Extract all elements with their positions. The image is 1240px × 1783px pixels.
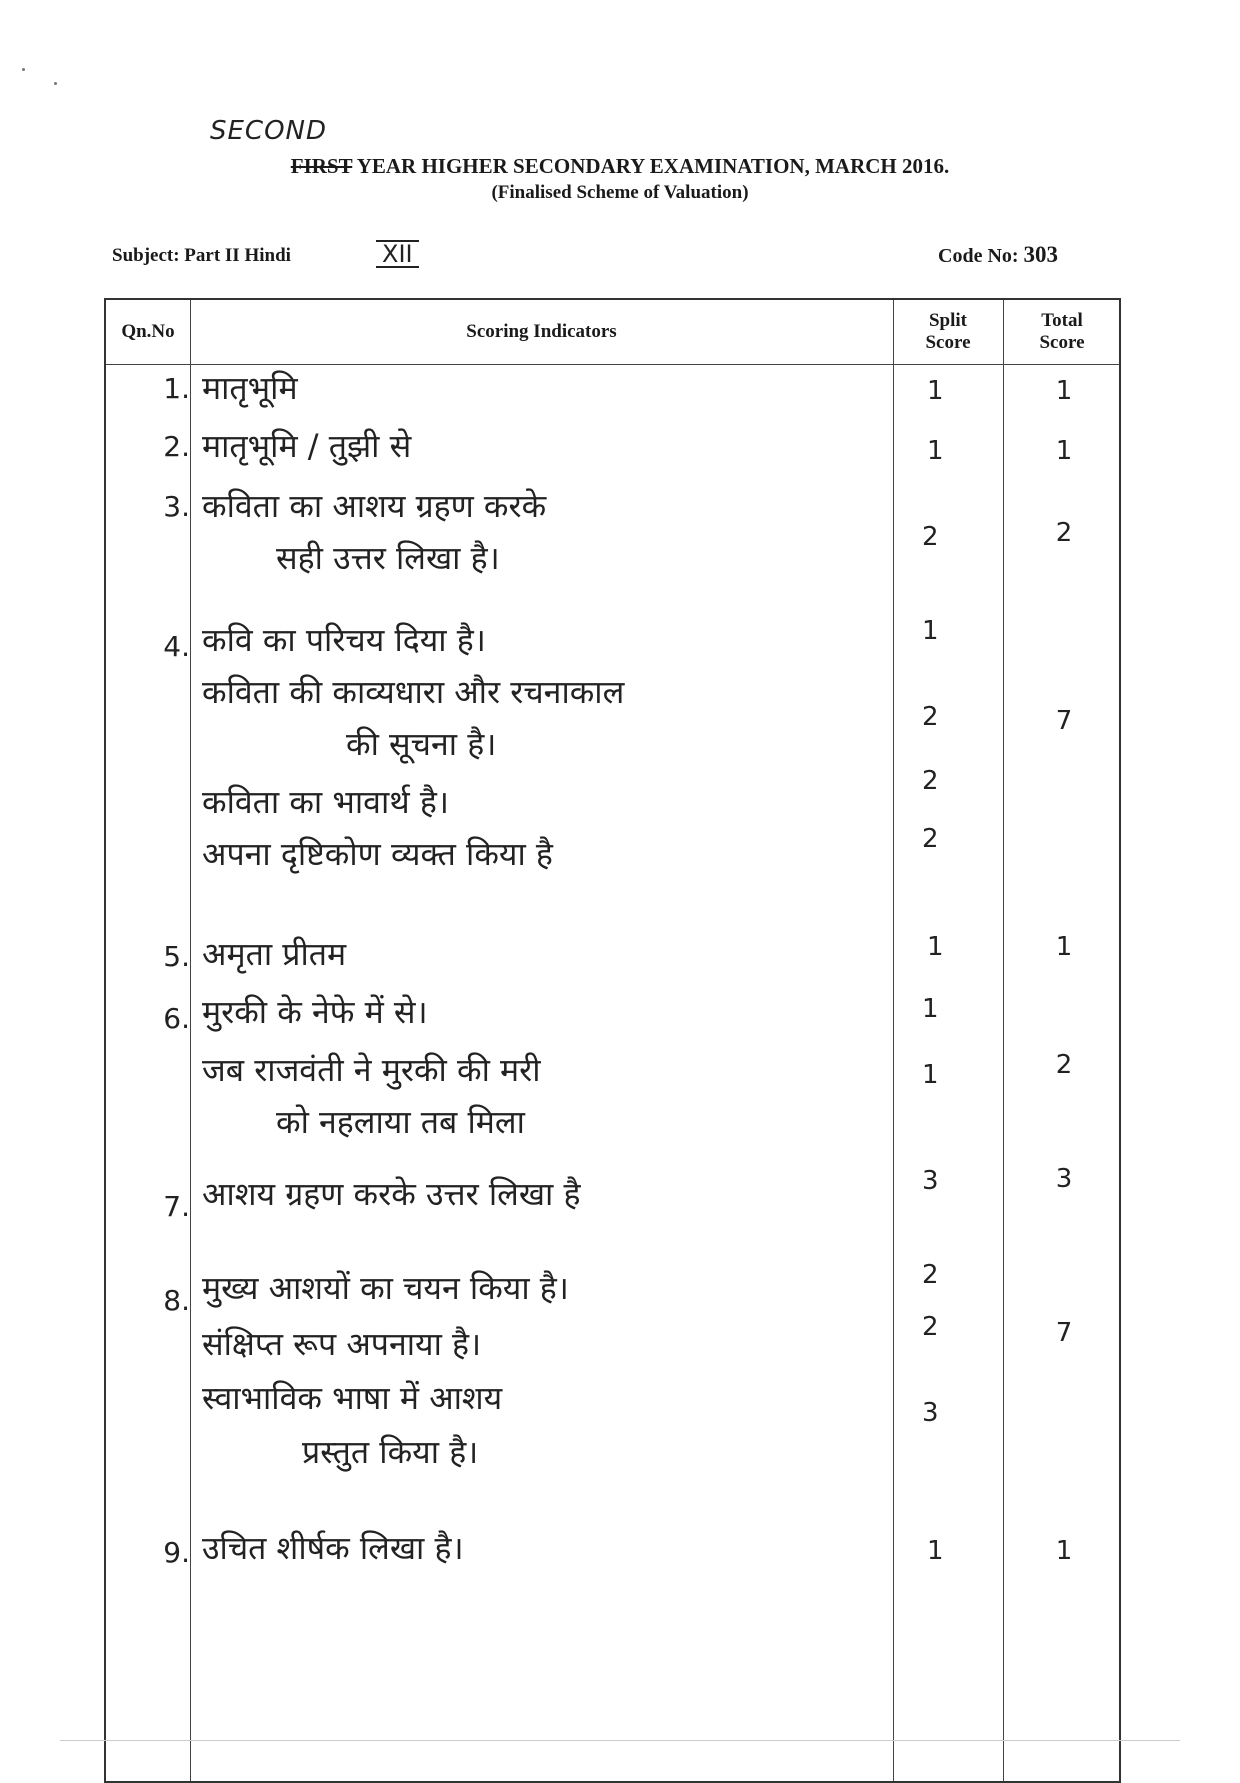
page-bottom-rule (60, 1740, 1180, 1741)
indicator-line: जब राजवंती ने मुरकी की मरी (202, 1051, 541, 1089)
scoring-table (104, 298, 1121, 1783)
question-number: 7. (163, 1190, 190, 1223)
indicator-line: मातृभूमि / तुझी से (202, 427, 412, 465)
scan-speck (54, 82, 57, 85)
code-number (938, 242, 1058, 268)
header-split-score: Split Score (925, 310, 971, 353)
split-score: 1 (922, 616, 939, 646)
indicator-line: अपना दृष्टिकोण व्यक्त किया है (202, 835, 553, 873)
indicator-line: अमृता प्रीतम (202, 935, 347, 973)
split-score: 2 (922, 1260, 939, 1290)
split-score: 1 (922, 1060, 939, 1090)
code-label: Code No: (938, 245, 1024, 267)
header-total-score: Total Score (1039, 310, 1085, 353)
question-number: 1. (163, 372, 190, 405)
total-score: 2 (1055, 1050, 1073, 1080)
scan-speck (22, 68, 25, 71)
column-divider (893, 300, 894, 1781)
indicator-line: कविता का आशय ग्रहण करके (202, 487, 547, 525)
split-score: 2 (922, 1312, 939, 1342)
split-score: 1 (922, 994, 939, 1024)
indicator-line: कविता का भावार्थ है। (202, 783, 449, 821)
exam-title (0, 154, 1240, 179)
total-score: 1 (1055, 436, 1073, 466)
total-score: 1 (1055, 376, 1073, 406)
split-score: 3 (922, 1166, 939, 1196)
indicator-line: प्रस्तुत किया है। (302, 1433, 479, 1471)
exam-title-text: YEAR HIGHER SECONDARY EXAMINATION, MARCH 2016. (352, 154, 950, 178)
question-number: 3. (163, 490, 190, 523)
total-score: 1 (1055, 1536, 1073, 1566)
subject-class-note: XII (376, 240, 419, 268)
split-score: 2 (922, 824, 939, 854)
struck-word-first: FIRST (290, 154, 353, 178)
split-score: 1 (927, 1536, 944, 1566)
indicator-line: उचित शीर्षक लिखा है। (202, 1529, 464, 1567)
question-number: 5. (163, 940, 190, 973)
column-divider (190, 300, 191, 1781)
indicator-line: सही उत्तर लिखा है। (276, 539, 500, 577)
header-scoring-indicators: Scoring Indicators (466, 321, 617, 342)
header-qno: Qn.No (121, 321, 175, 342)
indicator-line: मुख्य आशयों का चयन किया है। (202, 1269, 569, 1307)
indicator-line: कवि का परिचय दिया है। (202, 621, 486, 659)
exam-subtitle: (Finalised Scheme of Valuation) (491, 182, 749, 203)
question-number: 4. (163, 630, 190, 663)
indicator-line: संक्षिप्त रूप अपनाया है। (202, 1325, 482, 1363)
indicator-line: कविता की काव्यधारा और रचनाकाल (202, 673, 625, 711)
indicator-line: आशय ग्रहण करके उत्तर लिखा है (202, 1175, 581, 1213)
question-number: 2. (163, 430, 190, 463)
table-header-row (106, 300, 1119, 365)
question-number: 9. (163, 1536, 190, 1569)
split-score: 3 (922, 1398, 939, 1428)
indicator-line: मातृभूमि (202, 369, 298, 407)
split-score: 2 (922, 702, 939, 732)
total-score: 7 (1055, 1318, 1073, 1348)
indicator-line: की सूचना है। (346, 725, 497, 763)
total-score: 1 (1055, 932, 1073, 962)
code-value: 303 (1023, 242, 1059, 267)
indicator-line: मुरकी के नेफे में से। (202, 993, 428, 1031)
added-word-second: SECOND (210, 116, 328, 146)
split-score: 2 (922, 522, 939, 552)
indicator-line: स्वाभाविक भाषा में आशय (202, 1379, 503, 1417)
total-score: 2 (1055, 518, 1073, 548)
question-number: 8. (163, 1284, 190, 1317)
split-score: 2 (922, 766, 939, 796)
total-score: 3 (1055, 1164, 1073, 1194)
subject-label: Subject: Part II Hindi (112, 245, 291, 266)
split-score: 1 (927, 932, 944, 962)
total-score: 7 (1055, 706, 1073, 736)
split-score: 1 (927, 376, 944, 406)
split-score: 1 (927, 436, 944, 466)
question-number: 6. (163, 1002, 190, 1035)
indicator-line: को नहलाया तब मिला (276, 1103, 525, 1141)
